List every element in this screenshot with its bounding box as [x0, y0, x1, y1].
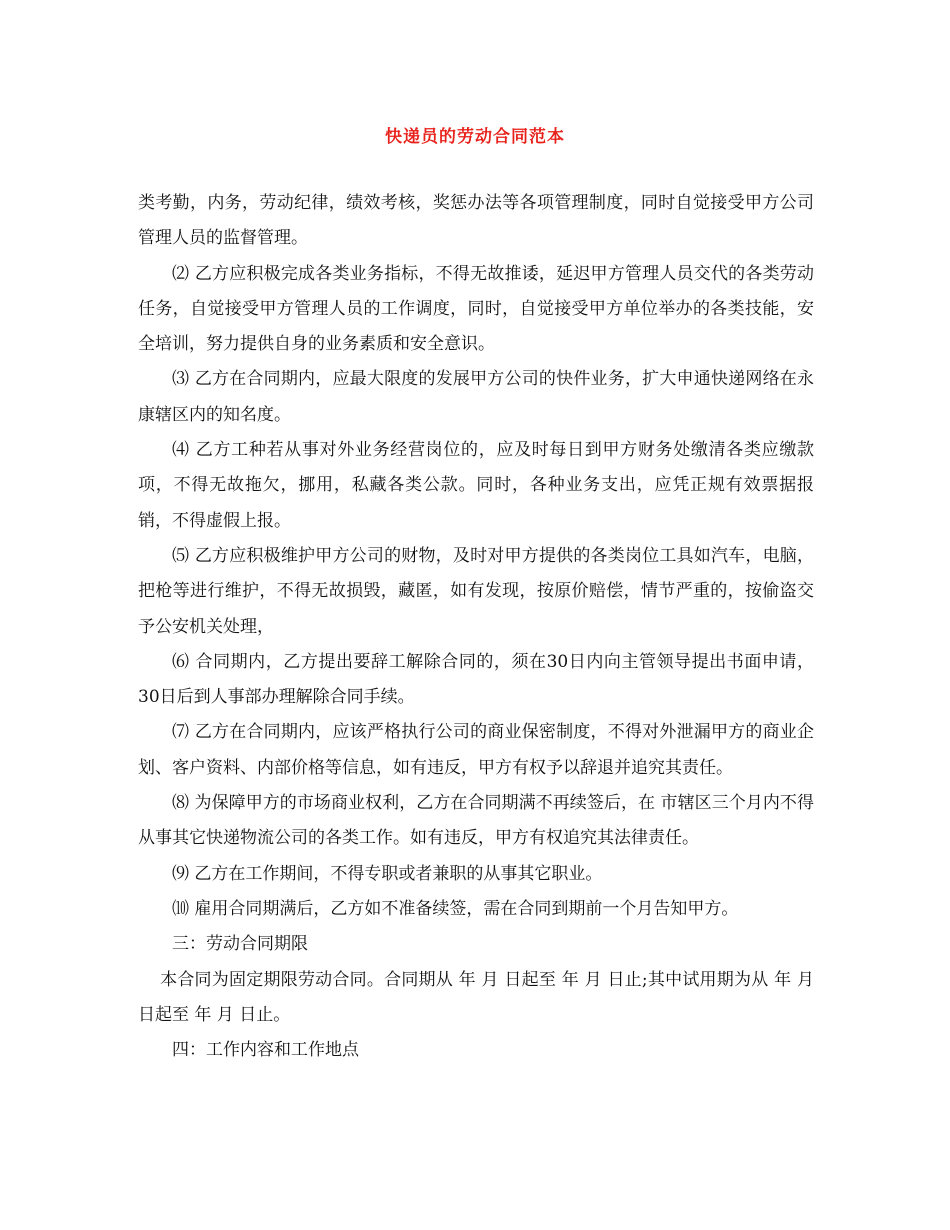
clause-3: ⑶ 乙方在合同期内，应最大限度的发展甲方公司的快件业务，扩大申通快递网络在永康辖区内的知名度。 — [138, 369, 814, 425]
section-heading-work-content: 四：工作内容和工作地点 — [172, 1040, 359, 1061]
document-body — [138, 186, 814, 1068]
clause-2: ⑵ 乙方应积极完成各类业务指标，不得无故推诿，延迟甲方管理人员交代的各类劳动任务，自觉接受甲方管理人员的工作调度，同时，自觉接受甲方单位举办的各类技能，安全培训，努力提供自身的业务素质和安全意识。 — [138, 263, 814, 355]
contract-term-paragraph: 本合同为固定期限劳动合同。合同期从 年 月 日起至 年 月 日止;其中试用期为从 年 月 日起至 年 月 日止。 — [138, 969, 814, 1025]
paragraph-continuation: 类考勤，内务，劳动纪律，绩效考核，奖惩办法等各项管理制度，同时自觉接受甲方公司管理人员的监督管理。 — [138, 193, 814, 249]
clause-4: ⑷ 乙方工种若从事对外业务经营岗位的，应及时每日到甲方财务处缴清各类应缴款项，不得无故拖欠，挪用，私藏各类公款。同时，各种业务支出，应凭正规有效票据报销，不得虚假上报。 — [138, 440, 814, 531]
clause-7: ⑺ 乙方在合同期内，应该严格执行公司的商业保密制度，不得对外泄漏甲方的商业企划、客户资料、内部价格等信息，如有违反，甲方有权予以辞退并追究其责任。 — [138, 722, 814, 778]
clause-9: ⑼ 乙方在工作期间，不得专职或者兼职的从事其它职业。 — [172, 863, 603, 884]
clause-6: ⑹ 合同期内，乙方提出要辞工解除合同的，须在30日内向主管领导提出书面申请，30日后到人事部办理解除合同手续。 — [138, 651, 814, 708]
clause-5: ⑸ 乙方应积极维护甲方公司的财物，及时对甲方提供的各类岗位工具如汽车，电脑，把枪等进行维护，不得无故损毁，藏匿，如有发现，按原价赔偿，情节严重的，按偷盗交予公安机关处理， — [138, 545, 814, 637]
clause-8: ⑻ 为保障甲方的市场商业权利，乙方在合同期满不再续签后，在 市辖区三个月内不得从事其它快递物流公司的各类工作。如有违反，甲方有权追究其法律责任。 — [138, 793, 814, 849]
section-heading-contract-term: 三：劳动合同期限 — [172, 934, 308, 955]
clause-10: ⑽ 雇用合同期满后，乙方如不准备续签，需在合同到期前一个月告知甲方。 — [172, 898, 739, 919]
document-title: 快递员的劳动合同范本 — [385, 127, 565, 147]
